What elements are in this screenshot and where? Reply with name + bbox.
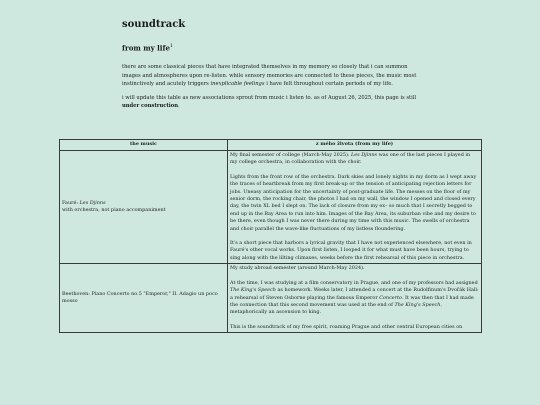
memory-paragraph: Lights from the front row of the orchestra. Dark skies and lonely nights in my dorm as I wept away the traces of heartbreak from my first break-up or the tension of anticipating rejection letters for jobs. Uneasy anticipation for the uncertainty of post-graduate life. The messes on the floor of my senior dorm, the rocking chair, the photos I had on my wall, the window I opened and closed every day, the twin XL bed I slept on. The lack of closure from my ex– so much that I secretly begged to end up in the Bay Area to run into him. Images of the Bay Area, its suburban vibe and my desire to be there, even though I was never there during my time with this music. The swells of orchestra and choir parallel the wave-like fluctuations of my listless floundering. (230, 173, 477, 232)
memory-emphasis: Concerto (379, 294, 402, 301)
memory-text: was one of the last pieces I played in my college orchestra, in collaboration with the choir. (230, 152, 471, 166)
memory-text: as homework. Weeks later, I attended a concert at the Rudolfinum's Dvořák Hall: a rehearsal of Steven Osborne playing the famous Emperor (230, 287, 479, 301)
table-header-row (60, 140, 482, 151)
music-cell (60, 151, 228, 264)
subtitle-text: from my life (122, 43, 170, 53)
memory-cell (228, 151, 482, 264)
memory-paragraph: My study abroad semester (around March-May 2024). (230, 265, 365, 272)
memory-emphasis: The King's Speech (230, 287, 276, 294)
memory-cell (228, 264, 482, 333)
column-header-music: the music (60, 140, 228, 151)
music-note: with orchestra, not piano accompaniment (62, 207, 166, 214)
music-cell (60, 264, 228, 333)
piece-title: Beethoven: Piano Concerto no.5 "Emperor," II. Adagio un poco mosso (62, 290, 218, 305)
memory-paragraph (230, 280, 479, 317)
page-title: soundtrack (122, 19, 186, 30)
intro-text: i will update this table as new associations sprout from music i listen to. as of August 26, 2025, this page is still (122, 94, 417, 101)
soundtrack-table (59, 139, 482, 333)
memory-paragraph: It's a short piece that harbors a lyrical gravity that I have not experienced elsewhere, not even in Fauré's other vocal works. Upon first listen, I looped it for what must have been hours, trying to sing along with the lilting climaxes, weeks before the first rehearsal of this piece in orchestra. (230, 240, 472, 261)
intro-paragraph-1 (122, 63, 422, 89)
footnote-link[interactable]: 1 (169, 43, 174, 49)
memory-paragraph (230, 152, 479, 167)
column-header-life: z mého života (from my life) (228, 140, 482, 151)
table-row (60, 151, 482, 264)
under-construction-label: under construction (122, 103, 178, 109)
composer-label: Fauré: (62, 199, 80, 206)
intro-text: there are some classical pieces that have integrated themselves in my memory so closely that i can summon images and atmospheres upon re-listen. while sensory memories are connected to these pieces, the music most instinctively and acutely triggers (122, 64, 417, 87)
intro-emphasis: inexplicable feelings (210, 81, 265, 87)
memory-text: My final semester of college (March-May 2025). (230, 152, 351, 158)
intro (122, 63, 422, 111)
intro-text: . (177, 103, 180, 109)
piece-title: Les Djinns (79, 199, 106, 206)
memory-paragraph: This is the soundtrack of my free spirit, roaming Prague and other central European cities on (230, 323, 463, 330)
memory-text: . It was then that I had made the connection that this second movement was used at the end of (230, 294, 474, 308)
memory-text: At the time, I was studying at a film conservatory in Prague, and one of my professors had assigned (230, 279, 478, 286)
memory-emphasis: The King's Speech (394, 301, 441, 308)
memory-emphasis: Les Djinns (350, 152, 378, 158)
table-row (60, 264, 482, 333)
page-subtitle (122, 43, 173, 52)
memory-text: , metaphorically an ascension to king. (230, 301, 442, 316)
intro-text: i have felt throughout certain periods of my life. (264, 81, 393, 87)
intro-paragraph-2 (122, 94, 422, 111)
